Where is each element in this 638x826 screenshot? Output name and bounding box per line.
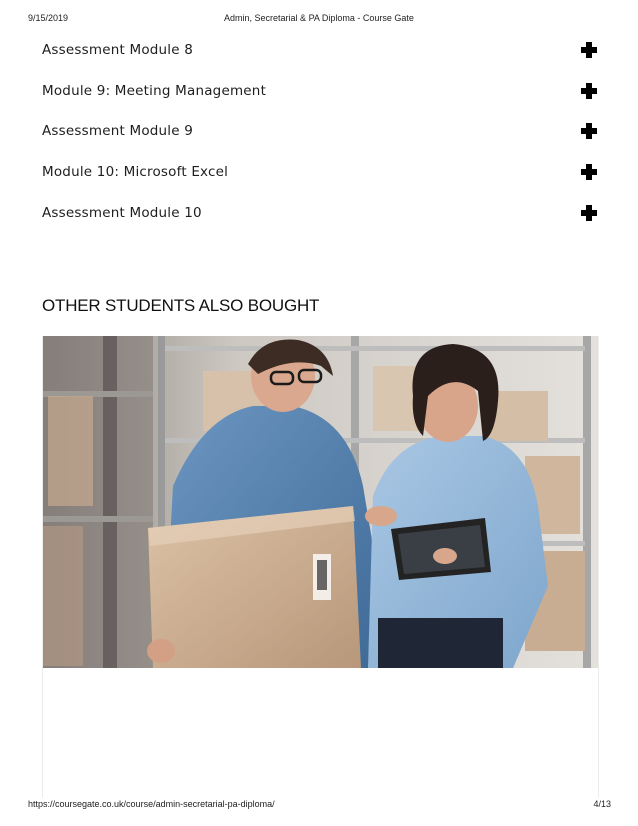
accordion-item-assessment-8[interactable]	[42, 30, 598, 71]
accordion-item-label: Assessment Module 10	[42, 204, 202, 221]
course-card[interactable]	[42, 336, 599, 798]
plus-icon[interactable]	[581, 42, 597, 58]
accordion-item-assessment-10[interactable]	[42, 192, 598, 233]
curriculum-accordion	[42, 30, 598, 233]
accordion-item-label: Assessment Module 9	[42, 123, 194, 140]
print-header	[0, 13, 638, 27]
print-url: https://coursegate.co.uk/course/admin-secretarial-pa-diploma/	[28, 799, 275, 809]
accordion-item-module-9[interactable]	[42, 71, 598, 112]
accordion-item-label: Module 9: Meeting Management	[42, 82, 267, 99]
section-title: OTHER STUDENTS ALSO BOUGHT	[42, 296, 320, 315]
print-page-title: Admin, Secretarial & PA Diploma - Course Gate	[224, 13, 414, 23]
plus-icon[interactable]	[581, 205, 597, 221]
accordion-item-label: Assessment Module 8	[42, 42, 194, 59]
course-card-image[interactable]	[43, 336, 598, 668]
plus-icon[interactable]	[581, 123, 597, 139]
plus-icon[interactable]	[581, 83, 597, 99]
plus-icon[interactable]	[581, 164, 597, 180]
accordion-item-label: Module 10: Microsoft Excel	[42, 164, 229, 181]
print-date: 9/15/2019	[28, 13, 69, 23]
accordion-item-assessment-9[interactable]	[42, 111, 598, 152]
print-footer	[0, 799, 638, 813]
accordion-item-module-10[interactable]	[42, 152, 598, 193]
print-page-number: 4/13	[593, 799, 611, 809]
